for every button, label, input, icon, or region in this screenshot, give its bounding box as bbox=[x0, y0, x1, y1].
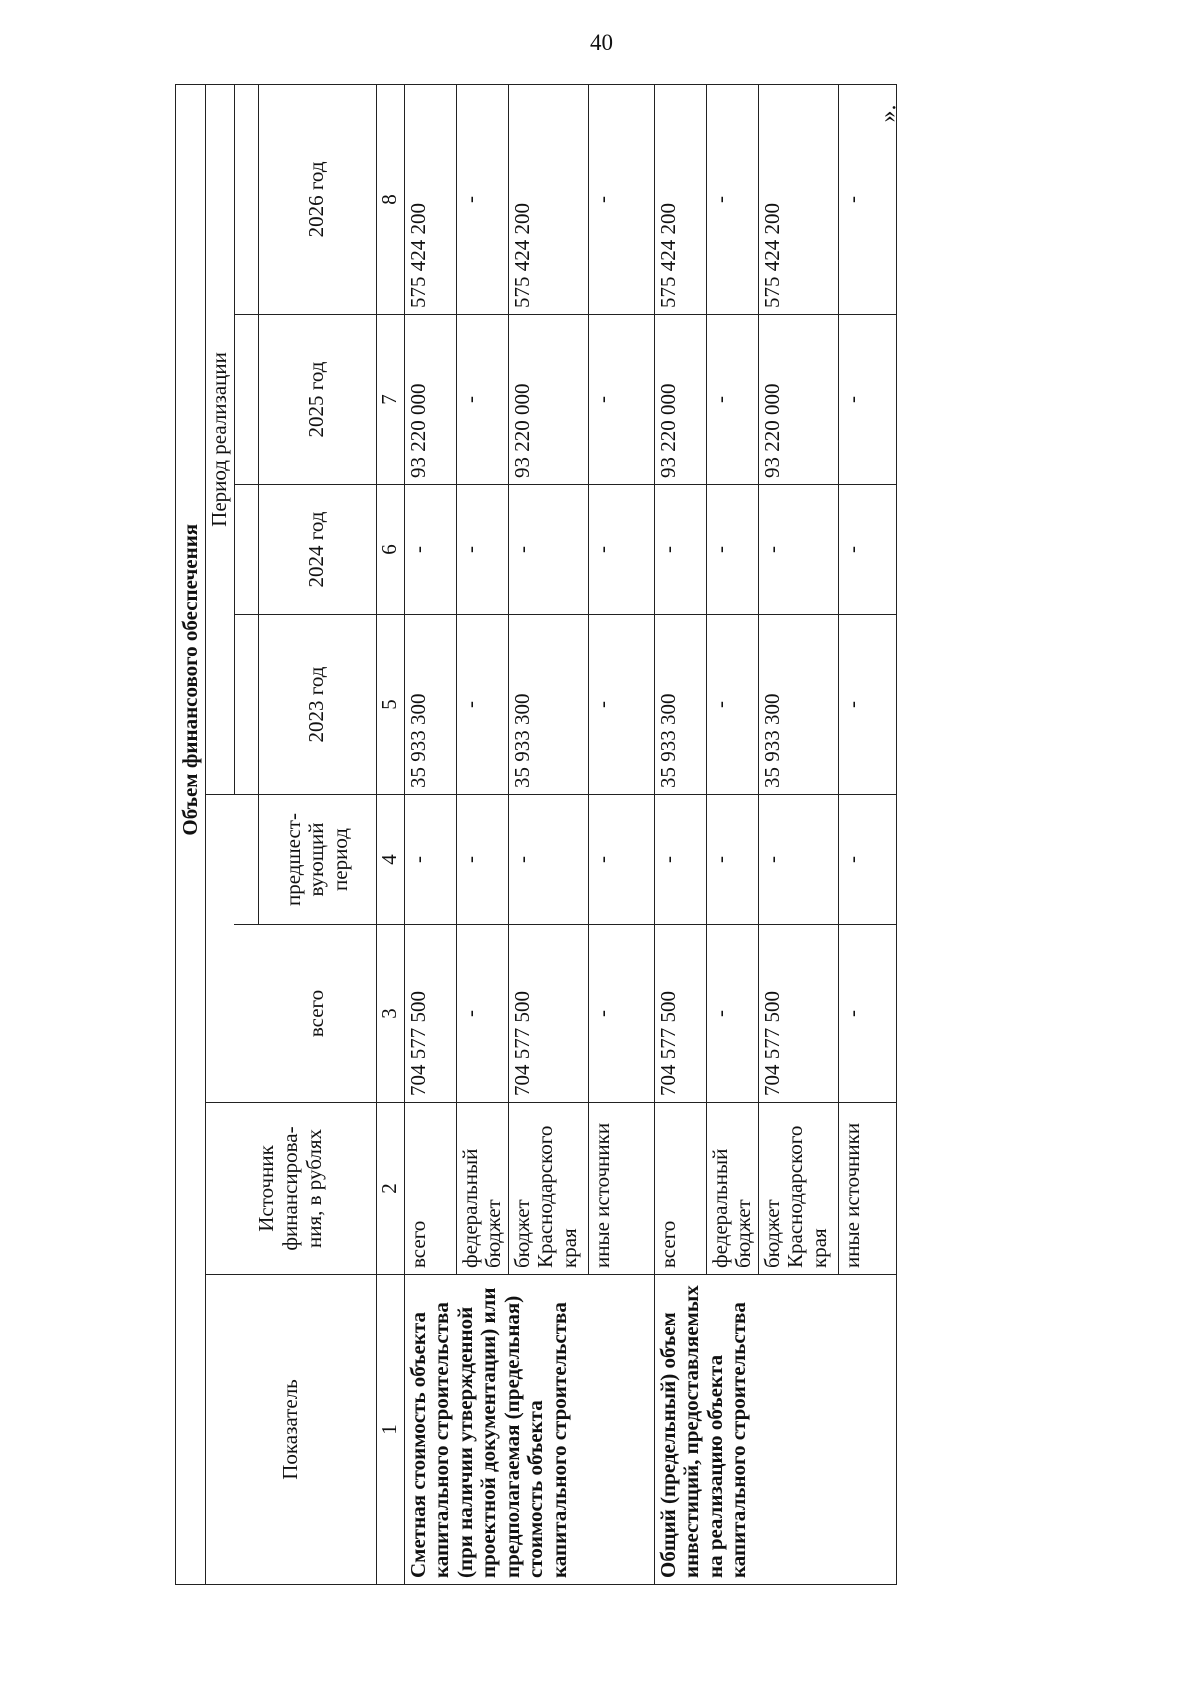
column-number: 2 bbox=[376, 1103, 404, 1275]
indicator-cell: Сметная стоимость объекта капитального строительства (при наличии утвержденной проектной документации) или предполагаемая (предельная) стоимость объекта капитального строительства bbox=[404, 1275, 654, 1585]
value-2023: 35 933 300 bbox=[654, 615, 706, 795]
value-2026: - bbox=[588, 84, 654, 314]
header-2025: 2025 год bbox=[258, 315, 376, 485]
source-cell: бюджет Краснодарского края bbox=[508, 1103, 588, 1275]
source-cell: всего bbox=[654, 1103, 706, 1275]
value-2026: 575 424 200 bbox=[508, 84, 588, 314]
header-previous: предшест-вующий период bbox=[258, 795, 376, 925]
value-2025: - bbox=[706, 315, 758, 485]
value-previous: - bbox=[838, 795, 896, 925]
table-row bbox=[404, 84, 456, 1584]
source-cell: иные источники bbox=[588, 1103, 654, 1275]
source-cell: федеральный бюджет bbox=[706, 1103, 758, 1275]
header-total: всего bbox=[258, 925, 376, 1103]
column-number: 4 bbox=[376, 795, 404, 925]
value-2024: - bbox=[588, 485, 654, 615]
header-row-1 bbox=[206, 84, 235, 1584]
value-total: 704 577 500 bbox=[758, 925, 838, 1103]
value-2024: - bbox=[706, 485, 758, 615]
value-total: - bbox=[456, 925, 508, 1103]
header-period-group: Период реализации bbox=[206, 84, 235, 794]
header-2026: 2026 год bbox=[258, 84, 376, 314]
value-2025: 93 220 000 bbox=[404, 315, 456, 485]
value-2026: - bbox=[838, 84, 896, 314]
value-2023: - bbox=[706, 615, 758, 795]
value-2023: 35 933 300 bbox=[508, 615, 588, 795]
column-number: 3 bbox=[376, 925, 404, 1103]
column-number: 7 bbox=[376, 315, 404, 485]
header-indicator: Показатель bbox=[206, 1275, 377, 1585]
value-total: - bbox=[588, 925, 654, 1103]
value-2026: - bbox=[456, 84, 508, 314]
value-2024: - bbox=[654, 485, 706, 615]
value-previous: - bbox=[404, 795, 456, 925]
column-number: 5 bbox=[376, 615, 404, 795]
value-2025: 93 220 000 bbox=[758, 315, 838, 485]
column-number: 6 bbox=[376, 485, 404, 615]
column-number-row bbox=[376, 84, 404, 1584]
value-previous: - bbox=[588, 795, 654, 925]
value-2026: 575 424 200 bbox=[654, 84, 706, 314]
closing-quote-mark: ». bbox=[875, 104, 902, 123]
value-total: 704 577 500 bbox=[508, 925, 588, 1103]
value-total: - bbox=[706, 925, 758, 1103]
value-2024: - bbox=[508, 485, 588, 615]
value-2025: 93 220 000 bbox=[654, 315, 706, 485]
value-previous: - bbox=[456, 795, 508, 925]
page-number: 40 bbox=[590, 30, 613, 55]
header-2024: 2024 год bbox=[258, 485, 376, 615]
value-2023: 35 933 300 bbox=[404, 615, 456, 795]
column-number: 8 bbox=[376, 84, 404, 314]
table-title-row bbox=[176, 84, 206, 1584]
value-2025: 93 220 000 bbox=[508, 315, 588, 485]
column-number: 1 bbox=[376, 1275, 404, 1585]
rotated-table-container bbox=[175, 85, 895, 1585]
value-2024: - bbox=[456, 485, 508, 615]
value-2025: - bbox=[588, 315, 654, 485]
source-cell: бюджет Краснодарского края bbox=[758, 1103, 838, 1275]
value-previous: - bbox=[706, 795, 758, 925]
value-previous: - bbox=[508, 795, 588, 925]
value-2023: - bbox=[456, 615, 508, 795]
value-2026: - bbox=[706, 84, 758, 314]
indicator-cell: Общий (предельный) объем инвестиций, предоставляемых на реализацию объекта капитального строительства bbox=[654, 1275, 896, 1585]
table-row bbox=[654, 84, 706, 1584]
source-cell: всего bbox=[404, 1103, 456, 1275]
value-previous: - bbox=[654, 795, 706, 925]
value-2026: 575 424 200 bbox=[404, 84, 456, 314]
table-title: Объем финансового обеспечения bbox=[176, 84, 206, 1274]
value-2025: - bbox=[456, 315, 508, 485]
header-source: Источник финансирова-ния, в рублях bbox=[206, 1103, 377, 1275]
value-2024: - bbox=[838, 485, 896, 615]
header-2023: 2023 год bbox=[258, 615, 376, 795]
value-2023: - bbox=[588, 615, 654, 795]
value-2024: - bbox=[404, 485, 456, 615]
value-2023: 35 933 300 bbox=[758, 615, 838, 795]
source-cell: федеральный бюджет bbox=[456, 1103, 508, 1275]
value-total: - bbox=[838, 925, 896, 1103]
value-2023: - bbox=[838, 615, 896, 795]
value-2025: - bbox=[838, 315, 896, 485]
source-cell: иные источники bbox=[838, 1103, 896, 1275]
financing-table bbox=[175, 84, 897, 1585]
value-total: 704 577 500 bbox=[404, 925, 456, 1103]
value-2026: 575 424 200 bbox=[758, 84, 838, 314]
value-2024: - bbox=[758, 485, 838, 615]
value-previous: - bbox=[758, 795, 838, 925]
value-total: 704 577 500 bbox=[654, 925, 706, 1103]
